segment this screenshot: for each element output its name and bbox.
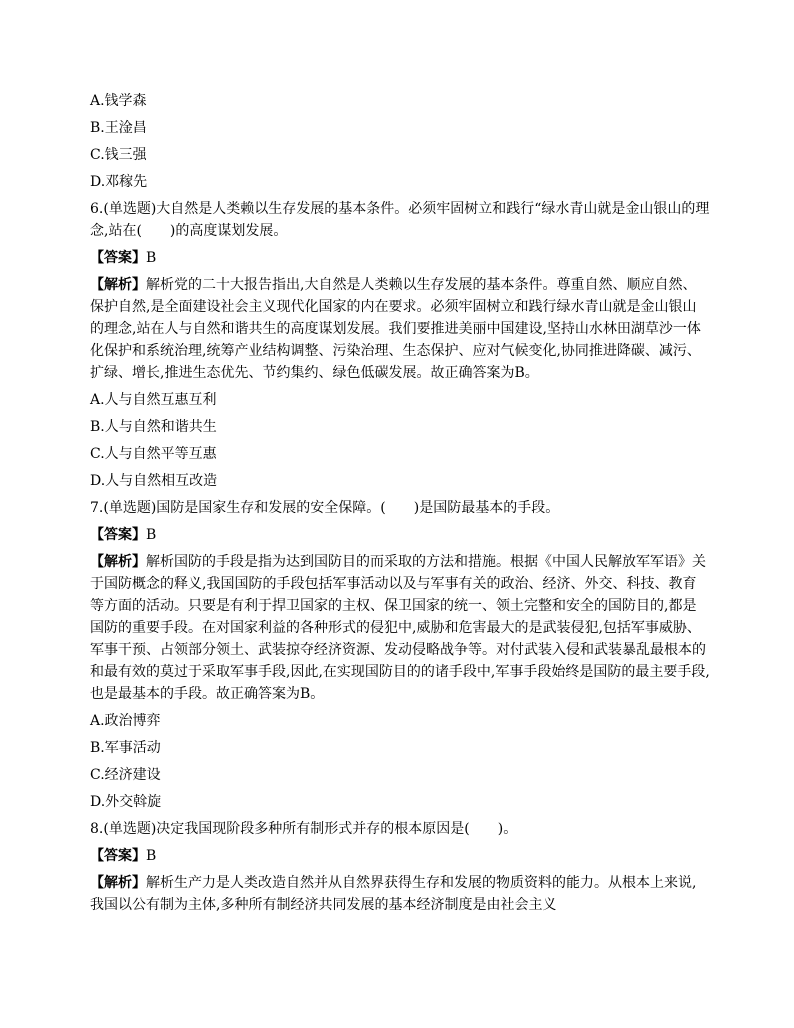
option-c: C.经济建设: [90, 767, 161, 783]
question-8: [90, 818, 710, 916]
option-d: D.外交斡旋: [90, 794, 162, 810]
option-c: C.钱三强: [90, 147, 147, 163]
analysis-text: 解析生产力是人类改造自然并从自然界获得生存和发展的物质资料的能力。从根本上来说,我国以公有制为主体,多种所有制经济共同发展的基本经济制度是由社会主义: [90, 875, 697, 913]
option-b: B.王淦昌: [90, 120, 147, 136]
answer-label: 【答案】: [90, 848, 146, 864]
option-a: A.政治博弈: [90, 713, 161, 729]
option-d: D.人与自然相互改造: [90, 473, 218, 489]
option-b: B.人与自然和谐共生: [90, 419, 217, 435]
answer-label: 【答案】: [90, 527, 146, 543]
question-7: [90, 497, 710, 813]
option-c: C.人与自然平等互惠: [90, 446, 217, 462]
analysis-text: 解析党的二十大报告指出,大自然是人类赖以生存发展的基本条件。尊重自然、顺应自然、保护自然,是全面建设社会主义现代化国家的内在要求。必须牢固树立和践行绿水青山就是金山银山的理念,站在人与自然和谐共生的高度谋划发展。我们要推进美丽中国建设,坚持山水林田湖草沙一体化保护和系统治理,统筹产业结构调整、污染治理、生态保护、应对气候变化,协同推进降碳、减污、扩绿、增长,推进生态优先、节约集约、绿色低碳发展。故正确答案为B。: [90, 277, 701, 381]
option-a: A.钱学森: [90, 93, 147, 109]
question-7-answer: [90, 524, 710, 546]
question-6-analysis: [90, 274, 710, 384]
answer-value: B: [146, 848, 157, 864]
question-6: [90, 198, 710, 492]
analysis-text: 解析国防的手段是指为达到国防目的而采取的方法和措施。根据《中国人民解放军军语》关于国防概念的释义,我国国防的手段包括军事活动以及与军事有关的政治、经济、外交、科技、教育等方面的活动。只要是有利于捍卫国家的主权、保卫国家的统一、领土完整和安全的国防目的,都是国防的重要手段。在对国家利益的各种形式的侵犯中,威胁和危害最大的是武装侵犯,包括军事威胁、军事干预、占领部分领土、武装掠夺经济资源、发动侵略战争等。对付武装入侵和武装暴乱最根本的和最有效的莫过于采取军事手段,因此,在实现国防目的的诸手段中,军事手段始终是国防的最主要手段,也是最基本的手段。故正确答案为B。: [90, 554, 710, 702]
question-8-text: 8.(单选题)决定我国现阶段多种所有制形式并存的根本原因是( )。: [90, 821, 518, 837]
answer-value: B: [146, 250, 157, 266]
answer-value: B: [146, 527, 157, 543]
option-a: A.人与自然互惠互利: [90, 392, 217, 408]
option-d: D.邓稼先: [90, 174, 148, 190]
analysis-label: 【解析】: [90, 554, 146, 570]
option-b: B.军事活动: [90, 740, 161, 756]
answer-label: 【答案】: [90, 250, 146, 266]
question-7-analysis: [90, 551, 710, 705]
question-8-analysis: [90, 872, 710, 916]
analysis-label: 【解析】: [90, 277, 146, 293]
document-page: [90, 90, 710, 921]
question-8-answer: [90, 845, 710, 867]
analysis-label: 【解析】: [90, 875, 146, 891]
option-list-prev: [90, 90, 710, 193]
question-6-answer: [90, 247, 710, 269]
question-6-text: 6.(单选题)大自然是人类赖以生存发展的基本条件。必须牢固树立和践行“绿水青山就是金山银山的理念,站在( )的高度谋划发展。: [90, 201, 710, 239]
question-7-text: 7.(单选题)国防是国家生存和发展的安全保障。( )是国防最基本的手段。: [90, 500, 560, 516]
